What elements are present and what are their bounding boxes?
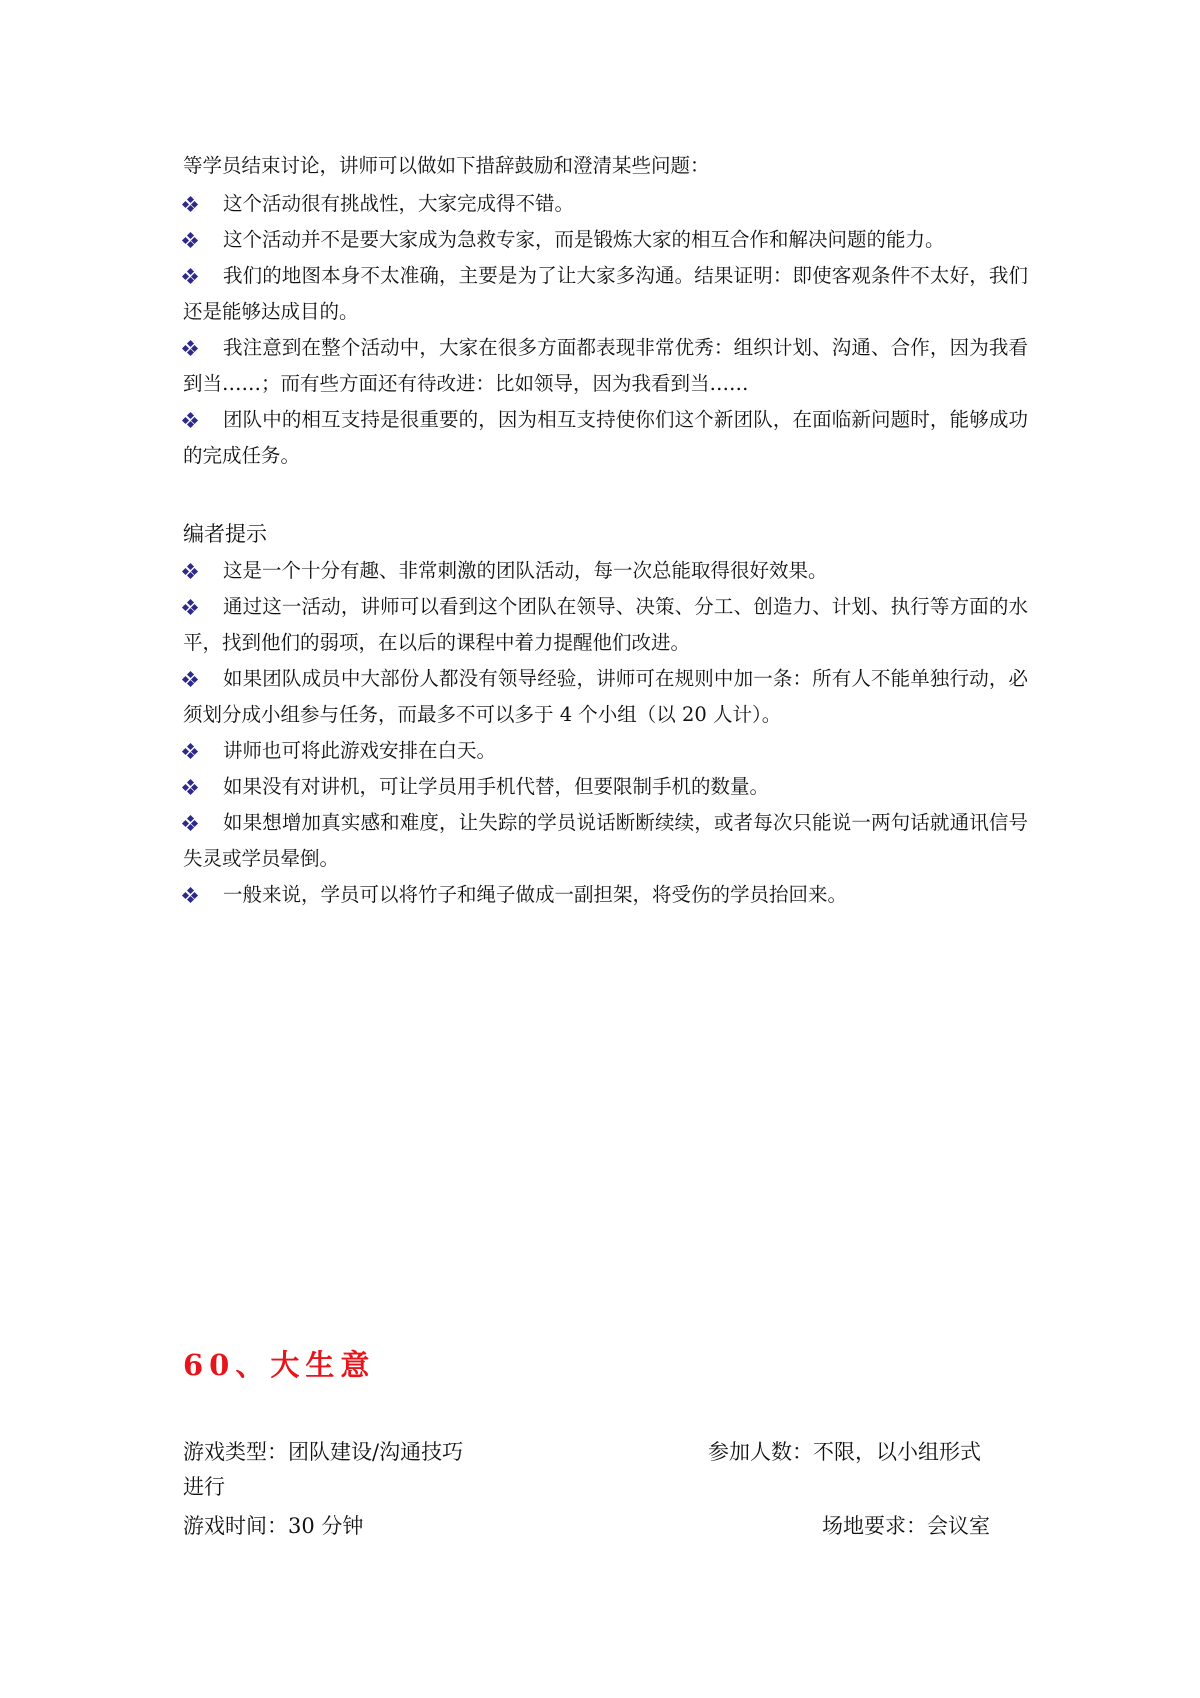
list-item [183,186,1028,222]
section-title: 60、大生意 [183,1348,376,1382]
list-item [183,258,1028,330]
list-item-text: 这个活动并不是要大家成为急救专家，而是锻炼大家的相互合作和解决问题的能力。 [223,228,945,251]
editor-tips-list [183,553,1028,913]
diamond-bullet-icon [183,744,197,758]
venue-requirement: 场地要求：会议室 [822,1514,990,1538]
diamond-bullet-icon [183,233,197,247]
diamond-bullet-icon [183,672,197,686]
list-item [183,661,1028,733]
diamond-bullet-icon [183,341,197,355]
list-item-text: 讲师也可将此游戏安排在白天。 [223,739,497,762]
list-item-text: 如果想增加真实感和难度，让失踪的学员说话断断续续，或者每次只能说一两句话就通讯信号失灵或学员晕倒。 [183,811,1028,870]
editor-tips-heading: 编者提示 [183,522,267,546]
list-item-text: 这个活动很有挑战性，大家完成得不错。 [223,192,575,215]
diamond-bullet-icon [183,564,197,578]
diamond-bullet-icon [183,780,197,794]
diamond-bullet-icon [183,600,197,614]
list-item [183,222,1028,258]
list-item-text: 这是一个十分有趣、非常刺激的团队活动，每一次总能取得很好效果。 [223,559,828,582]
list-item-text: 如果团队成员中大部份人都没有领导经验，讲师可在规则中加一条：所有人不能单独行动，必须划分成小组参与任务，而最多不可以多于 4 个小组（以 20 人计）。 [183,667,1028,726]
list-item-text: 通过这一活动，讲师可以看到这个团队在领导、决策、分工、创造力、计划、执行等方面的水平，找到他们的弱项，在以后的课程中着力提醒他们改进。 [183,595,1028,654]
list-item [183,330,1028,402]
intro-paragraph: 等学员结束讨论，讲师可以做如下措辞鼓励和澄清某些问题： [183,154,710,177]
participants-continuation: 进行 [183,1475,225,1499]
game-type: 游戏类型：团队建设/沟通技巧 [183,1440,464,1464]
list-item [183,402,1028,474]
list-item-text: 我们的地图本身不太准确，主要是为了让大家多沟通。结果证明：即使客观条件不太好，我们还是能够达成目的。 [183,264,1028,323]
diamond-bullet-icon [183,269,197,283]
diamond-bullet-icon [183,888,197,902]
list-item [183,733,1028,769]
list-item-text: 团队中的相互支持是很重要的，因为相互支持使你们这个新团队，在面临新问题时，能够成功的完成任务。 [183,408,1028,467]
game-time: 游戏时间：30 分钟 [183,1514,364,1538]
encouragement-list [183,186,1028,474]
diamond-bullet-icon [183,816,197,830]
diamond-bullet-icon [183,413,197,427]
list-item [183,877,1028,913]
list-item-text: 一般来说，学员可以将竹子和绳子做成一副担架，将受伤的学员抬回来。 [223,883,848,906]
diamond-bullet-icon [183,197,197,211]
list-item [183,769,1028,805]
list-item-text: 我注意到在整个活动中，大家在很多方面都表现非常优秀：组织计划、沟通、合作，因为我看到当……；而有些方面还有待改进：比如领导，因为我看到当…… [183,336,1028,395]
list-item [183,589,1028,661]
list-item [183,553,1028,589]
list-item [183,805,1028,877]
participants: 参加人数：不限，以小组形式 [708,1440,981,1464]
list-item-text: 如果没有对讲机，可让学员用手机代替，但要限制手机的数量。 [223,775,770,798]
